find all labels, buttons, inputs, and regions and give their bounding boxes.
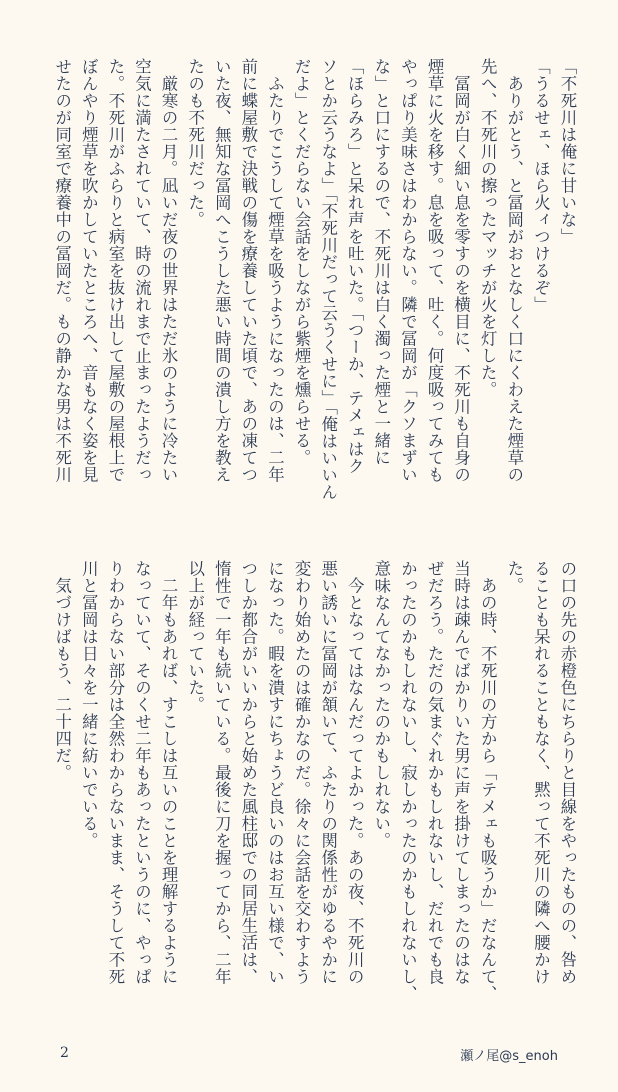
text-line: 川と冨岡は日々を一緒に紡いでいる。 — [79, 560, 99, 849]
text-line: 先へ、不死川の擦ったマッチが火を灯した。 — [478, 58, 498, 398]
text-line: 空気に満たされていて、時の流れまで止まったようだっ — [132, 58, 152, 483]
text-line: になった。暇を潰すにちょうど良いのはお互い様で、い — [265, 560, 285, 985]
text-line: ソとか云うなよ」「不死川だって云うくせに」「俺はいいん — [318, 58, 338, 501]
text-line: な」と口にするので、不死川は白く濁った煙と一緒に — [371, 58, 391, 466]
author-credit: 瀬ノ尾@s_enoh — [460, 1049, 558, 1064]
text-line: 惰性で一年も続いている。最後に刀を握ってから、二年 — [212, 560, 232, 985]
text-line: 以上が経っていた。 — [185, 560, 205, 713]
text-line: かったのかもしれないし、寂しかったのかもしれないし、 — [398, 560, 418, 1002]
text-line: ぜだろう。ただの気まぐれかもしれないし、だれでも良 — [425, 560, 445, 985]
text-line: 「不死川は俺に甘いな」 — [558, 58, 577, 245]
text-line: やっぱり美味さはわからない。隣で冨岡が「クソまずい — [398, 58, 418, 483]
text-line: せたのが同室で療養中の冨岡だ。もの静かな男は不死川 — [52, 58, 72, 483]
text-line: 気づけばもう、二十四だ。 — [52, 560, 72, 781]
text-line: た。不死川がふらりと病室を抜け出して屋敷の屋根上で — [105, 58, 125, 483]
text-line: 前に蝶屋敷で決戦の傷を療養していた頃で、あの凍てつ — [238, 58, 258, 483]
text-line: ぼんやり煙草を吹かしていたところへ、音もなく姿を見 — [79, 58, 99, 483]
text-line: 「ほらみろ」と呆れ声を吐いた。「つーか、テメェはク — [345, 58, 365, 475]
page-number: 2 — [60, 1045, 69, 1061]
text-line: たのも不死川だった。 — [185, 58, 205, 228]
text-line: なっていて、そのくせ二年もあったというのに、やっぱ — [132, 560, 152, 985]
text-line: ることも呆れることもなく、黙って不死川の隣へ腰かけ — [531, 560, 551, 985]
text-line: 当時は疎んでばかりいた男に声を掛けてしまったのはな — [451, 560, 471, 985]
text-line: た。 — [504, 560, 524, 594]
upper-text-block — [16, 58, 580, 528]
text-line: 冨岡が白く細い息を零すのを横目に、不死川も自身の — [451, 58, 471, 483]
text-line: の口の先の赤橙色にちらりと目線をやったものの、咎め — [558, 560, 577, 985]
text-line: 今となってはなんだってよかった。あの夜、不死川の — [345, 560, 365, 985]
text-line: 「うるせェ、ほら火ィつけるぞ」 — [531, 58, 551, 313]
text-line: 厳寒の二月。凪いだ夜の世界はただ氷のように冷たい — [159, 58, 179, 483]
text-line: ありがとう、と冨岡がおとなしく口にくわえた煙草の — [504, 58, 524, 483]
text-line: 意味なんてなかったのかもしれない。 — [371, 560, 391, 849]
text-line: りわからない部分は全然わからないまま、そうして不死 — [105, 560, 125, 985]
text-line: 変わり始めたのは確かなのだ。徐々に会話を交わすよう — [292, 560, 312, 985]
text-line: 二年もあれば、すこしは互いのことを理解するように — [159, 560, 179, 985]
lower-text-block — [16, 560, 580, 1030]
text-line: 煙草に火を移す。息を吸って、吐く。何度吸ってみても — [425, 58, 445, 483]
text-line: いた夜、無知な冨岡へこうした悪い時間の潰し方を教え — [212, 58, 232, 483]
text-line: ふたりでこうして煙草を吸うようになったのは、二年 — [265, 58, 285, 483]
text-line: だよ」とくだらない会話をしながら紫煙を燻らせる。 — [292, 58, 312, 466]
text-line: つしか都合がいいからと始めた風柱邸での同居生活は、 — [238, 560, 258, 985]
text-line: 悪い誘いに冨岡が頷いて、ふたりの関係性がゆるやかに — [318, 560, 338, 985]
text-line: あの時、不死川の方から「テメェも吸うか」だなんて、 — [478, 560, 498, 1002]
